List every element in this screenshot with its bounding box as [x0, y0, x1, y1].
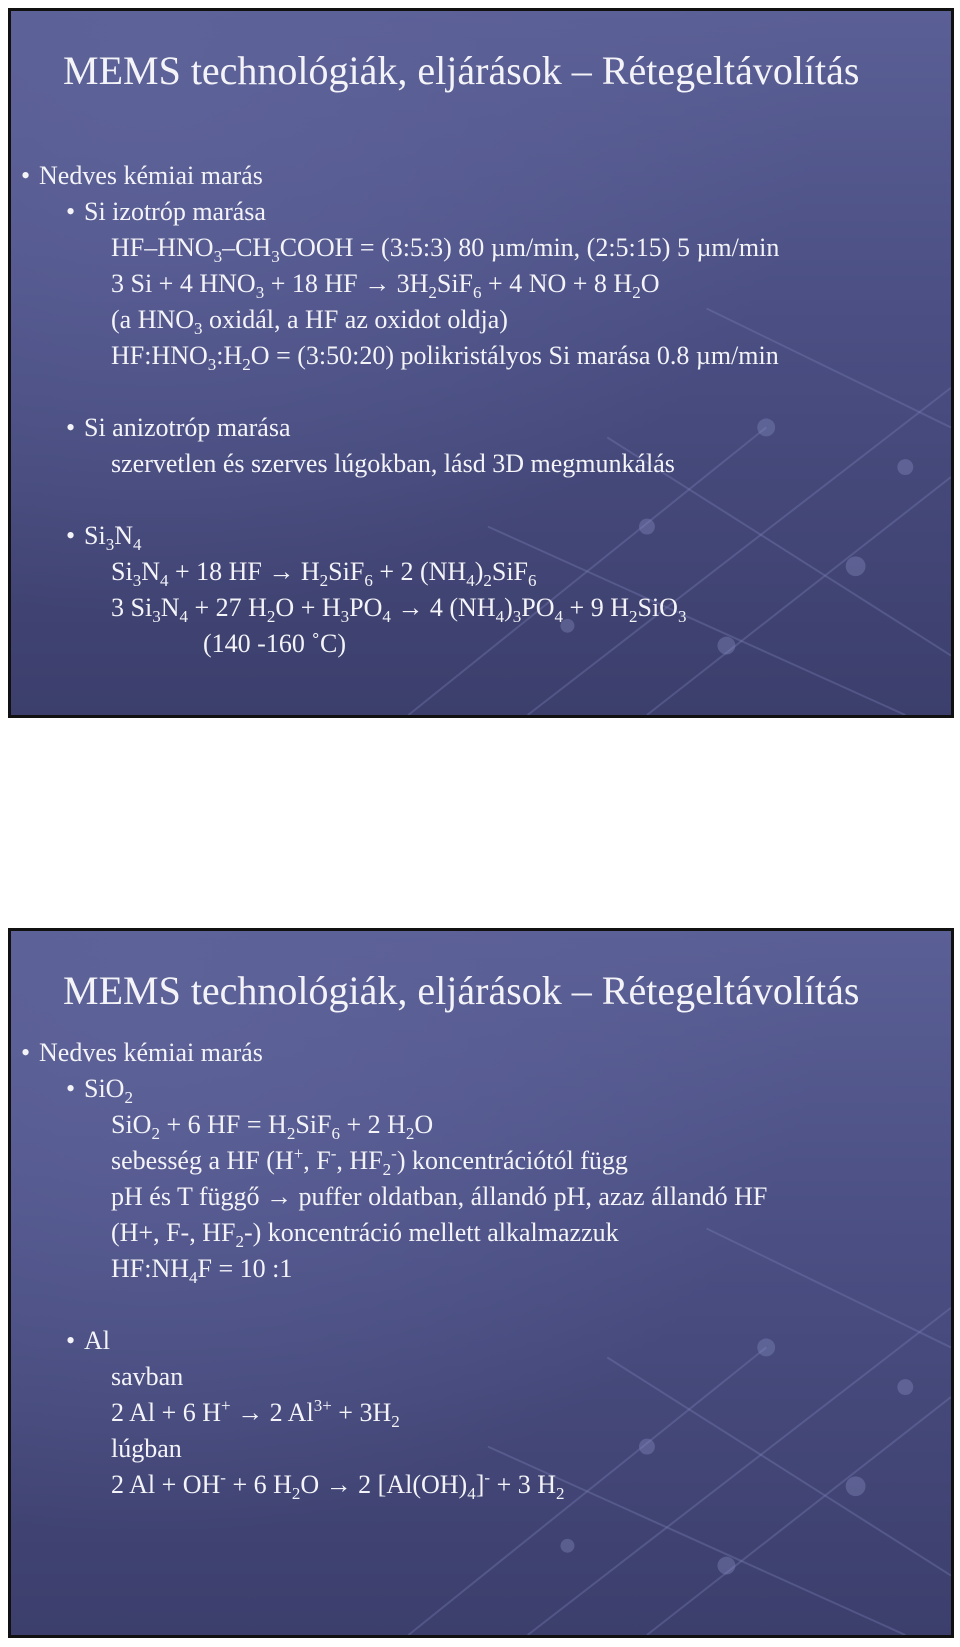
sio2-bhf-ratio: $HF:NH_4F = 10$ :1 [111, 1254, 293, 1287]
iso-etchant-rates: $HF-HNO_3-CH_3COOH$ = (3:5:3) 80 µm/min, (2:5:15) 5 µm/min [111, 233, 780, 266]
bullet-icon: • [66, 1074, 76, 1103]
bullet-icon: • [21, 1038, 31, 1067]
sio2-rate-dependence: sebesség a HF (H+, F-, $HF_2^-$) koncentrációtól függ [111, 1144, 628, 1179]
bullet-wet-etching: • Nedves kémiai marás [21, 161, 263, 190]
bullet-icon: • [66, 521, 76, 550]
bullet-icon: • [66, 197, 76, 226]
bullet-sio2: • SiO$_2$ [66, 1074, 133, 1107]
slide-2 [8, 928, 954, 1638]
bullet-wet-etching: • Nedves kémiai marás [21, 1038, 263, 1067]
bullet-icon: • [21, 161, 31, 190]
iso-explanation: (a $HNO_3$ oxidál, a HF az oxidot oldja) [111, 305, 508, 338]
al-base-reaction: 2 Al + OH- + 6 $H_2O \to 2$ $[Al(OH)_4]^- + 3$ $H_2$ [111, 1468, 565, 1503]
bullet-si-anisotropic: • Si anizotróp marása [66, 413, 291, 442]
iso-polysilicon-rate: $HF:HNO_3:H_2O$ = (3:50:20) polikristályos Si marása 0.8 µm/min [111, 341, 779, 374]
si3n4-temperature: (140 -160 ˚C) [203, 629, 346, 658]
sio2-reaction: SiO$_2$ + 6 HF = $H_2SiF_6 + 2$ $H_2O$ [111, 1110, 434, 1143]
bullet-si3n4: • $Si_3N_4$ [66, 521, 142, 554]
bullet-icon: • [66, 1326, 76, 1355]
si3n4-phosphoric-reaction: 3 $Si_3N_4 + 27$ $H_2O + H_3PO_4 \to 4$ $(NH_4)_3PO_4 + 9$ $H_2SiO_3$ [111, 593, 687, 626]
slide-1 [8, 8, 954, 718]
aniso-description: szervetlen és szerves lúgokban, lásd 3D megmunkálás [111, 449, 675, 478]
slide-title: MEMS technológiák, eljárások – Rétegeltávolítás [63, 48, 860, 93]
al-acid-label: savban [111, 1362, 184, 1391]
si3n4-hf-reaction: $Si_3N_4 + 18$ HF → $H_2SiF_6 + 2$ $(NH_4)_2SiF_6$ [111, 557, 537, 590]
bullet-al: • Al [66, 1326, 110, 1355]
sio2-buffer-note: pH és T függő → puffer oldatban, állandó pH, azaz állandó HF [111, 1182, 768, 1211]
iso-reaction-equation: 3 Si + 4 $HNO_3 + 18$ HF → $3H_2SiF_6 + 4$ NO + 8 $H_2O$ [111, 269, 660, 302]
bullet-si-isotropic: • Si izotróp marása [66, 197, 266, 226]
al-base-label: lúgban [111, 1434, 182, 1463]
al-acid-reaction: 2 Al + 6 H+ → 2 $Al^{3+} + 3H_2$ [111, 1396, 400, 1431]
sio2-buffer-note-cont: (H+, F-, $HF_2-$) koncentráció mellett alkalmazzuk [111, 1218, 619, 1251]
bullet-icon: • [66, 413, 76, 442]
slide-title: MEMS technológiák, eljárások – Rétegeltávolítás [63, 968, 860, 1013]
